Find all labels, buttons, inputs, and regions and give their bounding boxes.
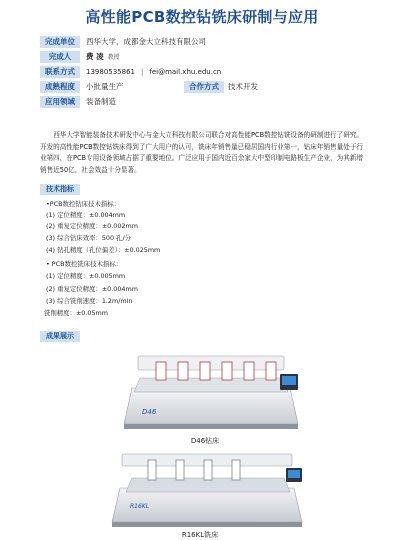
field-value: 装备制造 bbox=[86, 97, 116, 106]
spec-line: (1) 定位精度：±0.004mm bbox=[46, 211, 126, 219]
contact-value bbox=[86, 66, 221, 78]
phone-number: 13980535861 bbox=[86, 68, 135, 76]
d46-badge-text: D46 bbox=[142, 408, 157, 416]
person-title: 教授 bbox=[107, 54, 120, 61]
spec-line: 铣削精度：±0.05mm bbox=[44, 309, 108, 317]
coop-value: 技术开发 bbox=[228, 82, 258, 91]
d46-machine-image bbox=[118, 348, 304, 432]
spec-line: (1) 定位精度：±0.005mm bbox=[46, 272, 126, 280]
d46-caption: D46钻床 bbox=[190, 437, 220, 445]
unit-value: 西华大学，成都金大立科技有限公司 bbox=[86, 37, 206, 46]
tech-section-heading: 技术指标 bbox=[40, 184, 80, 195]
person-label: 完成人 bbox=[40, 51, 80, 63]
person-name: 费 凌 bbox=[86, 52, 104, 61]
r16kl-caption: R16KL铣床 bbox=[181, 531, 219, 539]
spec-line: (3) 综合铣削速度：1.2m/min bbox=[46, 297, 133, 305]
r16kl-machine-image bbox=[108, 448, 308, 530]
spec-line: (2) 重复定位精度：±0.004mm bbox=[46, 285, 138, 293]
separator: | bbox=[141, 68, 144, 76]
spec-line: •PCB数控钻床技术指标： bbox=[46, 200, 120, 208]
spec-line: (2) 重复定位精度：±0.002mm bbox=[46, 222, 138, 230]
email-address: fei@mail.xhu.edu.cn bbox=[149, 68, 222, 76]
contact-label: 联系方式 bbox=[40, 66, 80, 78]
unit-label: 完成单位 bbox=[40, 36, 80, 48]
r16kl-badge-text: R16KL bbox=[130, 503, 150, 510]
person-value bbox=[86, 51, 120, 63]
spec-line: (4) 钻孔精度（孔位偏差）：±0.025mm bbox=[46, 246, 161, 254]
intro-paragraph: 西华大学智能装备技术研发中心与金大立科技有限公司联合对高性能PCB数控钻铣设备的研制进行了研究。开发的高性能PCB数控钻铣床得到了广大用户的认可，铣床年销售量已稳居国内行业第一，钻床年销售量处于行业第四，在PCB专用设备领域占据了重要地位。广泛应用于国内近百余家大中型印制电路板生产企业，为其新增销售近50亿，社会效益十分显著。 bbox=[40, 131, 364, 174]
coop-label: 合作方式 bbox=[184, 81, 224, 93]
page-title: 高性能PCB数控钻铣床研制与应用 bbox=[85, 8, 319, 26]
maturity-value: 小批量生产 bbox=[86, 82, 124, 91]
results-section-heading: 成果展示 bbox=[40, 331, 80, 342]
field-label: 应用领域 bbox=[40, 96, 80, 108]
spec-line: (3) 综合钻床效率：500 孔/分 bbox=[46, 234, 131, 242]
spec-line: • PCB数控铣床技术指标： bbox=[46, 260, 123, 268]
maturity-label: 成熟程度 bbox=[40, 81, 80, 93]
